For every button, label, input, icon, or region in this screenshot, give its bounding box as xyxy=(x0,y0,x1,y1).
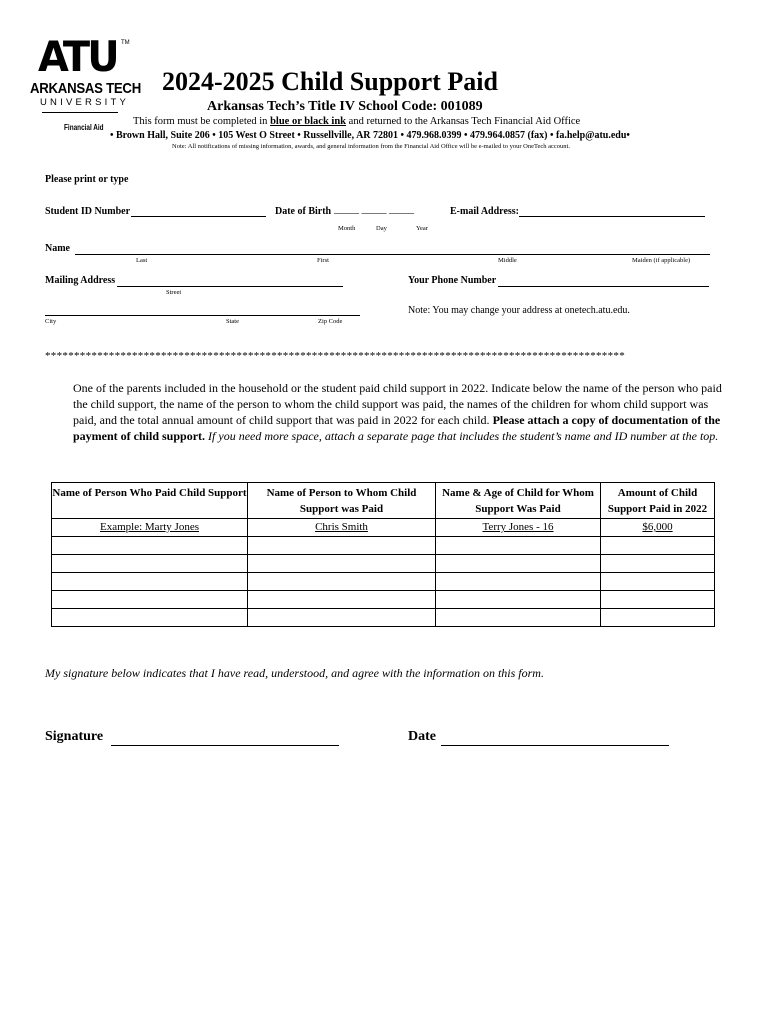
table-cell[interactable] xyxy=(601,591,715,609)
office-address: • Brown Hall, Suite 206 • 105 West O Street • Russellville, AR 72801 • 479.968.0399 • 479.964.0857 (fax) • fa.help@atu.edu• xyxy=(110,130,630,141)
signature-field[interactable] xyxy=(111,745,339,746)
city-label: City xyxy=(45,318,57,325)
date-label: Date xyxy=(408,729,436,744)
table-cell[interactable] xyxy=(248,555,436,573)
ink-emphasis: blue or black ink xyxy=(270,116,347,127)
ink-after: and returned to the Arkansas Tech Financial Aid Office xyxy=(346,116,581,127)
table-cell[interactable] xyxy=(436,591,601,609)
signature-label: Signature xyxy=(45,729,104,744)
dob-year-label: Year xyxy=(416,225,428,232)
page-title: 2024-2025 Child Support Paid xyxy=(162,67,498,96)
email-field[interactable] xyxy=(519,216,705,217)
table-cell[interactable] xyxy=(601,573,715,591)
name-label: Name xyxy=(45,243,70,254)
logo-divider xyxy=(42,112,118,113)
dob-label: Date of Birth xyxy=(275,206,332,217)
zip-label: Zip Code xyxy=(318,318,343,325)
table-cell[interactable] xyxy=(248,609,436,627)
trademark-symbol: TM xyxy=(121,40,130,46)
ink-instruction xyxy=(133,116,580,127)
phone-field[interactable] xyxy=(498,286,709,287)
example-payee: Chris Smith xyxy=(248,519,436,537)
notification-note: Note: All notifications of missing information, awards, and general information from the Financial Aid Office will be e-mailed to your OneTech account. xyxy=(172,143,570,150)
agreement-statement: My signature below indicates that I have read, understood, and agree with the information on this form. xyxy=(45,666,544,680)
student-id-field[interactable] xyxy=(131,216,266,217)
table-cell[interactable] xyxy=(436,573,601,591)
logo-university: UNIVERSITY xyxy=(40,97,130,108)
instructions-attach-note: Please attach a copy of documentation of the payment of child support. xyxy=(73,413,721,443)
table-cell[interactable] xyxy=(436,609,601,627)
table-cell[interactable] xyxy=(601,555,715,573)
name-last-label: Last xyxy=(136,257,148,264)
table-cell[interactable] xyxy=(52,555,248,573)
table-cell[interactable] xyxy=(52,609,248,627)
school-code: Arkansas Tech’s Title IV School Code: 001089 xyxy=(207,99,483,114)
table-cell[interactable] xyxy=(52,537,248,555)
instructions-paragraph xyxy=(73,380,733,444)
table-cell[interactable] xyxy=(248,537,436,555)
header-payer: Name of Person Who Paid Child Support xyxy=(52,483,248,519)
child-support-table xyxy=(51,482,715,627)
print-instruction: Please print or type xyxy=(45,174,129,185)
table-cell[interactable] xyxy=(248,573,436,591)
date-field[interactable] xyxy=(441,745,669,746)
ink-before: This form must be completed in xyxy=(133,116,271,127)
table-row xyxy=(52,555,715,573)
table-cell[interactable] xyxy=(436,537,601,555)
table-cell[interactable] xyxy=(436,555,601,573)
example-amount: $6,000 xyxy=(601,519,715,537)
header-payee: Name of Person to Whom Child Support was Paid xyxy=(248,483,436,519)
instructions-body: One of the parents included in the household or the student paid child support in 2022. Indicate below the name of the person who paid the child support, the name of the person to whom the child support was paid, the names of the children for whom child support was paid, and the total annual amount of child support that was paid in 2022 for each child. xyxy=(73,381,722,427)
instructions-space-note: If you need more space, attach a separate page that includes the student’s name and ID number at the top. xyxy=(205,429,719,443)
name-first-label: First xyxy=(317,257,329,264)
table-row xyxy=(52,573,715,591)
name-field[interactable] xyxy=(75,254,710,255)
state-label: State xyxy=(226,318,239,325)
dob-blanks[interactable]: _____ _____ _____ xyxy=(334,204,414,215)
city-state-zip-field[interactable] xyxy=(45,315,360,316)
example-payer: Example: Marty Jones xyxy=(52,519,248,537)
dob-day-label: Day xyxy=(376,225,387,232)
table-row xyxy=(52,591,715,609)
table-cell[interactable] xyxy=(601,537,715,555)
table-row xyxy=(52,537,715,555)
address-change-note: Note: You may change your address at onetech.atu.edu. xyxy=(408,305,630,316)
logo-arkansas-tech: ARKANSAS TECH xyxy=(30,80,141,97)
logo-financial-aid: Financial Aid xyxy=(64,123,104,132)
mailing-address-label: Mailing Address xyxy=(45,275,116,286)
table-row xyxy=(52,609,715,627)
phone-label: Your Phone Number xyxy=(408,275,497,286)
header-child: Name & Age of Child for Whom Support Was Paid xyxy=(436,483,601,519)
table-row-example xyxy=(52,519,715,537)
table-header-row xyxy=(52,483,715,519)
table-cell[interactable] xyxy=(601,609,715,627)
mailing-address-field[interactable] xyxy=(117,286,343,287)
atu-logo-mark: ATU xyxy=(38,32,117,81)
example-child: Terry Jones - 16 xyxy=(436,519,601,537)
student-id-label: Student ID Number xyxy=(45,206,131,217)
section-separator: **************************************************************************************************** xyxy=(45,350,625,362)
name-middle-label: Middle xyxy=(498,257,517,264)
header-amount: Amount of Child Support Paid in 2022 xyxy=(601,483,715,519)
table-cell[interactable] xyxy=(248,591,436,609)
table-cell[interactable] xyxy=(52,591,248,609)
email-label: E-mail Address: xyxy=(450,206,519,217)
name-maiden-label: Maiden (if applicable) xyxy=(632,257,691,264)
street-label: Street xyxy=(166,289,182,296)
table-cell[interactable] xyxy=(52,573,248,591)
dob-month-label: Month xyxy=(338,225,356,232)
